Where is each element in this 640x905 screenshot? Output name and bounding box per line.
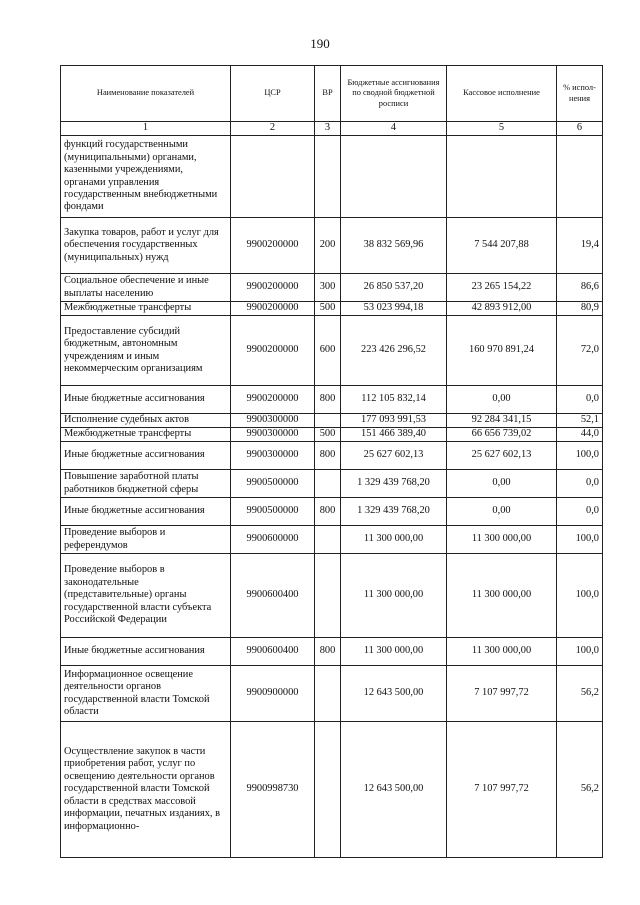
cell-budget: 53 023 994,18 xyxy=(341,302,447,316)
page-number: 190 xyxy=(310,36,330,51)
cell-percent: 100,0 xyxy=(557,638,603,666)
cell-csr: 9900500000 xyxy=(231,498,315,526)
cell-cash: 0,00 xyxy=(447,498,557,526)
cell-name: Иные бюджетные ассигнования xyxy=(61,498,231,526)
cell-budget: 223 426 296,52 xyxy=(341,316,447,386)
cell-csr: 9900998730 xyxy=(231,722,315,858)
cell-name: Проведение выборов и референдумов xyxy=(61,526,231,554)
cell-budget xyxy=(341,136,447,218)
cell-budget: 11 300 000,00 xyxy=(341,554,447,638)
cell-vr xyxy=(315,722,341,858)
table-row xyxy=(61,526,603,554)
cell-cash: 160 970 891,24 xyxy=(447,316,557,386)
cell-percent: 80,9 xyxy=(557,302,603,316)
cell-cash: 11 300 000,00 xyxy=(447,638,557,666)
cell-csr xyxy=(231,136,315,218)
cell-vr xyxy=(315,470,341,498)
header-row xyxy=(61,66,603,122)
cell-cash: 42 893 912,00 xyxy=(447,302,557,316)
cell-csr: 9900600000 xyxy=(231,526,315,554)
cell-cash: 7 544 207,88 xyxy=(447,218,557,274)
cell-vr: 200 xyxy=(315,218,341,274)
cell-cash: 7 107 997,72 xyxy=(447,722,557,858)
cell-vr xyxy=(315,554,341,638)
table-row xyxy=(61,666,603,722)
table-row xyxy=(61,302,603,316)
cell-budget: 177 093 991,53 xyxy=(341,414,447,428)
cell-csr: 9900500000 xyxy=(231,470,315,498)
cell-vr: 600 xyxy=(315,316,341,386)
header-percent: % испол-нения xyxy=(557,66,603,122)
cell-cash: 11 300 000,00 xyxy=(447,526,557,554)
cell-vr xyxy=(315,666,341,722)
cell-name: Информационное освещение деятельности органов государственной власти Томской области xyxy=(61,666,231,722)
column-number: 6 xyxy=(557,122,603,136)
table-row xyxy=(61,442,603,470)
cell-name: функций государственными (муниципальными) органами, казенными учреждениями, органами управления государственным внебюджетными фондами xyxy=(61,136,231,218)
table-row xyxy=(61,722,603,858)
cell-vr xyxy=(315,136,341,218)
cell-budget: 11 300 000,00 xyxy=(341,526,447,554)
cell-cash: 0,00 xyxy=(447,470,557,498)
cell-name: Исполнение судебных актов xyxy=(61,414,231,428)
header-budget: Бюджетные ассигнования по сводной бюджетной росписи xyxy=(341,66,447,122)
cell-vr xyxy=(315,414,341,428)
cell-percent: 86,6 xyxy=(557,274,603,302)
cell-percent: 56,2 xyxy=(557,666,603,722)
table-row xyxy=(61,428,603,442)
cell-budget: 112 105 832,14 xyxy=(341,386,447,414)
column-number: 1 xyxy=(61,122,231,136)
table-row xyxy=(61,136,603,218)
cell-budget: 151 466 389,40 xyxy=(341,428,447,442)
cell-percent: 100,0 xyxy=(557,526,603,554)
cell-cash: 92 284 341,15 xyxy=(447,414,557,428)
cell-name: Осуществление закупок в части приобретения работ, услуг по освещению деятельности органов государственной власти Томской области в средствах массовой информации, печатных изданиях, в информационно- xyxy=(61,722,231,858)
table-row xyxy=(61,470,603,498)
cell-csr: 9900200000 xyxy=(231,386,315,414)
table-row xyxy=(61,414,603,428)
cell-percent: 56,2 xyxy=(557,722,603,858)
cell-csr: 9900300000 xyxy=(231,442,315,470)
column-number-row xyxy=(61,122,603,136)
cell-percent: 44,0 xyxy=(557,428,603,442)
cell-csr: 9900600400 xyxy=(231,554,315,638)
cell-name: Иные бюджетные ассигнования xyxy=(61,386,231,414)
table-row xyxy=(61,498,603,526)
cell-name: Закупка товаров, работ и услуг для обеспечения государственных (муниципальных) нужд xyxy=(61,218,231,274)
cell-percent: 100,0 xyxy=(557,442,603,470)
cell-percent: 72,0 xyxy=(557,316,603,386)
cell-name: Проведение выборов в законодательные (представительные) органы государственной власти субъекта Российской Федерации xyxy=(61,554,231,638)
cell-cash: 7 107 997,72 xyxy=(447,666,557,722)
cell-cash: 0,00 xyxy=(447,386,557,414)
cell-budget: 1 329 439 768,20 xyxy=(341,470,447,498)
cell-vr: 500 xyxy=(315,428,341,442)
cell-name: Межбюджетные трансферты xyxy=(61,428,231,442)
cell-vr: 300 xyxy=(315,274,341,302)
column-number: 5 xyxy=(447,122,557,136)
cell-cash: 11 300 000,00 xyxy=(447,554,557,638)
cell-csr: 9900300000 xyxy=(231,414,315,428)
cell-csr: 9900900000 xyxy=(231,666,315,722)
header-name: Наименование показателей xyxy=(61,66,231,122)
cell-percent: 0,0 xyxy=(557,386,603,414)
cell-csr: 9900300000 xyxy=(231,428,315,442)
cell-vr: 800 xyxy=(315,442,341,470)
cell-percent: 52,1 xyxy=(557,414,603,428)
cell-budget: 38 832 569,96 xyxy=(341,218,447,274)
column-number: 2 xyxy=(231,122,315,136)
cell-budget: 25 627 602,13 xyxy=(341,442,447,470)
cell-cash: 23 265 154,22 xyxy=(447,274,557,302)
cell-cash: 66 656 739,02 xyxy=(447,428,557,442)
table-row xyxy=(61,386,603,414)
table-row xyxy=(61,316,603,386)
table-row xyxy=(61,638,603,666)
cell-percent: 19,4 xyxy=(557,218,603,274)
cell-percent: 100,0 xyxy=(557,554,603,638)
cell-budget: 26 850 537,20 xyxy=(341,274,447,302)
cell-budget: 11 300 000,00 xyxy=(341,638,447,666)
cell-csr: 9900600400 xyxy=(231,638,315,666)
cell-csr: 9900200000 xyxy=(231,218,315,274)
cell-budget: 1 329 439 768,20 xyxy=(341,498,447,526)
cell-name: Межбюджетные трансферты xyxy=(61,302,231,316)
column-number: 3 xyxy=(315,122,341,136)
cell-vr: 500 xyxy=(315,302,341,316)
cell-budget: 12 643 500,00 xyxy=(341,722,447,858)
cell-name: Социальное обеспечение и иные выплаты населению xyxy=(61,274,231,302)
table-row xyxy=(61,274,603,302)
cell-name: Иные бюджетные ассигнования xyxy=(61,442,231,470)
cell-csr: 9900200000 xyxy=(231,316,315,386)
cell-percent xyxy=(557,136,603,218)
cell-name: Повышение заработной платы работников бюджетной сферы xyxy=(61,470,231,498)
cell-vr: 800 xyxy=(315,638,341,666)
cell-budget: 12 643 500,00 xyxy=(341,666,447,722)
cell-percent: 0,0 xyxy=(557,470,603,498)
column-number: 4 xyxy=(341,122,447,136)
table-row xyxy=(61,218,603,274)
header-csr: ЦСР xyxy=(231,66,315,122)
cell-vr xyxy=(315,526,341,554)
cell-vr: 800 xyxy=(315,498,341,526)
table-body xyxy=(61,136,603,858)
cell-csr: 9900200000 xyxy=(231,274,315,302)
cell-csr: 9900200000 xyxy=(231,302,315,316)
budget-execution-table xyxy=(60,65,603,858)
table-row xyxy=(61,554,603,638)
cell-vr: 800 xyxy=(315,386,341,414)
cell-percent: 0,0 xyxy=(557,498,603,526)
cell-name: Предоставление субсидий бюджетным, автономным учреждениям и иным некоммерческим организациям xyxy=(61,316,231,386)
header-vr: ВР xyxy=(315,66,341,122)
cell-cash: 25 627 602,13 xyxy=(447,442,557,470)
cell-cash xyxy=(447,136,557,218)
cell-name: Иные бюджетные ассигнования xyxy=(61,638,231,666)
header-cash: Кассовое исполнение xyxy=(447,66,557,122)
